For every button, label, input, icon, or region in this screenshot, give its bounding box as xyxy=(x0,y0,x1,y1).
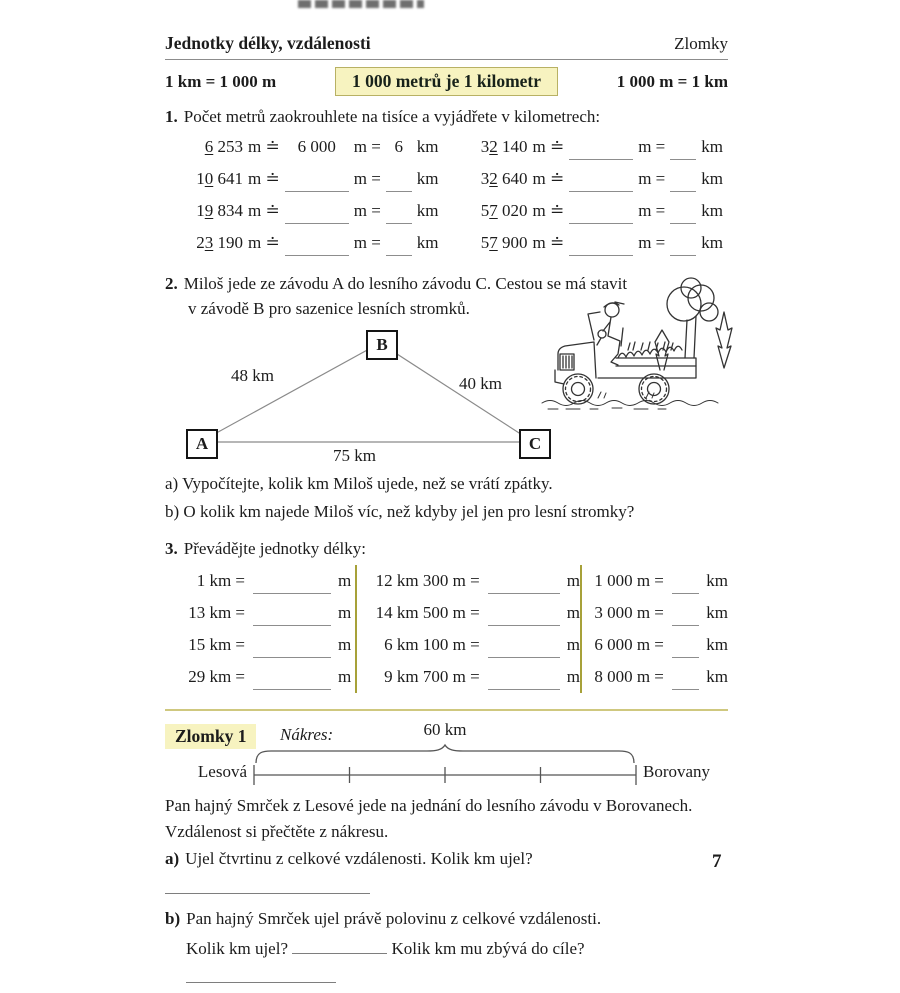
end-town-label: Borovany xyxy=(643,762,711,782)
conversion-row: 3 000 m = km xyxy=(582,597,728,629)
exercise1-number: 1. xyxy=(165,107,178,126)
conversion-row: 15 km = m xyxy=(165,629,355,661)
kilometers-slot xyxy=(670,208,696,224)
conversion-row: 6 km 100 m = m xyxy=(357,629,580,661)
answer-blank xyxy=(488,642,560,658)
conversion-row: 10 641 m ≐ m = km xyxy=(185,163,469,195)
exercise3-table xyxy=(165,565,728,693)
meters-value: 23 190 xyxy=(196,233,243,252)
conversion-row: 57 900 m ≐ m = km xyxy=(469,227,728,259)
brace-icon xyxy=(255,744,635,764)
answer-blank xyxy=(488,578,560,594)
exercise3-number: 3. xyxy=(165,539,178,559)
answer-blank xyxy=(253,642,331,658)
chapter-title: Jednotky délky, vzdálenosti xyxy=(165,33,371,53)
rounded-meters-slot: 6 000 xyxy=(297,137,336,156)
exercise3-col1 xyxy=(165,565,355,693)
conversion-row: 1 000 m = km xyxy=(582,565,728,597)
answer-blank xyxy=(488,610,560,626)
meters-value: 32 140 xyxy=(480,137,528,156)
kilometers-slot xyxy=(670,144,696,160)
answer-blank xyxy=(253,578,331,594)
exercise3-col2 xyxy=(355,565,580,693)
conversion-row: 8 000 m = km xyxy=(582,661,728,693)
exercise3-prompt: Převádějte jednotky délky: xyxy=(183,539,366,559)
answer-blank xyxy=(672,674,699,690)
meters-value: 10 641 xyxy=(196,169,243,188)
meters-value: 57 020 xyxy=(480,201,528,220)
kilometers-slot xyxy=(386,176,412,192)
conversion-row: 9 km 700 m = m xyxy=(357,661,580,693)
kilometers-slot: 6 xyxy=(394,137,404,156)
answer-blank xyxy=(672,610,699,626)
answer-blank xyxy=(253,674,331,690)
kilometers-slot xyxy=(670,240,696,256)
conversion-row: 19 834 m ≐ m = km xyxy=(185,195,469,227)
kilometers-slot xyxy=(386,240,412,256)
conversion-row: 29 km = m xyxy=(165,661,355,693)
meters-value: 19 834 xyxy=(196,201,243,220)
cropped-print-remnant xyxy=(298,0,424,8)
exercise2 xyxy=(165,272,728,525)
fractions-section-label: Zlomky 1 xyxy=(165,724,256,749)
total-distance-label: 60 km xyxy=(423,720,467,740)
page-content xyxy=(165,33,728,993)
answer-blank xyxy=(186,968,336,983)
equivalence-right: 1 000 m = 1 km xyxy=(616,71,728,91)
rounded-meters-slot xyxy=(285,176,349,192)
conversion-row: 12 km 300 m = m xyxy=(357,565,580,597)
fractions-question-a: a) Ujel čtvrtinu z celkové vzdálenosti. Kolik km ujel? xyxy=(165,844,728,904)
exercise2-question-b: b) O kolik km najede Miloš víc, než kdyby jel jen pro lesní stromky? xyxy=(165,501,635,521)
exercise1-title xyxy=(165,107,728,127)
conversion-row: 14 km 500 m = m xyxy=(357,597,580,629)
conversion-row: 32 640 m ≐ m = km xyxy=(469,163,728,195)
fractions-sketch xyxy=(165,711,728,785)
conversion-row: 6 253 m ≐ 6 000 m = 6 km xyxy=(185,131,469,163)
answer-blank xyxy=(165,879,370,894)
exercise3-title xyxy=(165,539,728,559)
page-header xyxy=(165,33,728,60)
conversion-row: 23 190 m ≐ m = km xyxy=(185,227,469,259)
conversion-row: 57 020 m ≐ m = km xyxy=(469,195,728,227)
kilometers-slot xyxy=(386,208,412,224)
rounded-meters-slot xyxy=(285,208,349,224)
kilometers-slot xyxy=(670,176,696,192)
sketch-caption: Nákres: xyxy=(280,725,334,745)
start-town-label: Lesová xyxy=(197,762,247,782)
fractions-question-b: b) Pan hajný Smrček ujel právě polovinu z celkové vzdálenosti. xyxy=(165,908,602,928)
meters-value: 57 900 xyxy=(480,233,528,252)
highlight-rule-box: 1 000 metrů je 1 kilometr xyxy=(335,67,558,96)
exercise2-question-a: a) Vypočítejte, kolik km Miloš ujede, než se vrátí zpátky. xyxy=(165,474,553,494)
exercise3-col3 xyxy=(580,565,728,693)
distance-ac: 75 km xyxy=(333,446,376,466)
distance-number-line xyxy=(252,763,638,787)
meters-value: 32 640 xyxy=(480,169,528,188)
exercise1-prompt: Počet metrů zaokrouhlete na tisíce a vyjádřete v kilometrech: xyxy=(183,107,601,126)
conversion-row: 13 km = m xyxy=(165,597,355,629)
answer-blank xyxy=(488,674,560,690)
exercise1-left-column xyxy=(185,131,469,259)
rounded-meters-slot xyxy=(569,176,633,192)
route-diagram xyxy=(165,324,728,470)
node-b: B xyxy=(366,330,398,360)
node-c: C xyxy=(519,429,551,459)
rounded-meters-slot xyxy=(285,240,349,256)
rounded-meters-slot xyxy=(569,144,633,160)
rounded-meters-slot xyxy=(569,240,633,256)
fractions-question-b2: Kolik km ujel? Kolik km mu zbývá do cíle? xyxy=(186,934,728,993)
page-number: 7 xyxy=(712,851,722,872)
answer-blank xyxy=(253,610,331,626)
answer-blank xyxy=(672,578,699,594)
answer-blank xyxy=(292,939,387,954)
conversion-row: 32 140 m ≐ m = km xyxy=(469,131,728,163)
answer-blank xyxy=(672,642,699,658)
exercise2-text: 2. Miloš jede ze závodu A do lesního závodu C. Cestou se má stavit v závodě B pro sazenice lesních stromků. xyxy=(165,274,628,318)
rounded-meters-slot xyxy=(569,208,633,224)
fractions-intro: Pan hajný Smrček z Lesové jede na jednání do lesního závodu v Borovanech. Vzdálenost si přečtěte z nákresu. xyxy=(165,796,693,841)
distance-ab: 48 km xyxy=(231,366,274,386)
conversion-row: 6 000 m = km xyxy=(582,629,728,661)
section-title: Zlomky xyxy=(674,34,728,53)
conversion-row: 1 km = m xyxy=(165,565,355,597)
equivalence-left: 1 km = 1 000 m xyxy=(165,71,277,91)
exercise1-right-column xyxy=(469,131,728,259)
node-a: A xyxy=(186,429,218,459)
equivalence-row xyxy=(165,67,728,96)
exercise1-table xyxy=(185,131,728,259)
meters-value: 6 253 xyxy=(204,137,243,156)
distance-bc: 40 km xyxy=(459,374,502,394)
exercise2-number: 2. xyxy=(165,274,178,293)
